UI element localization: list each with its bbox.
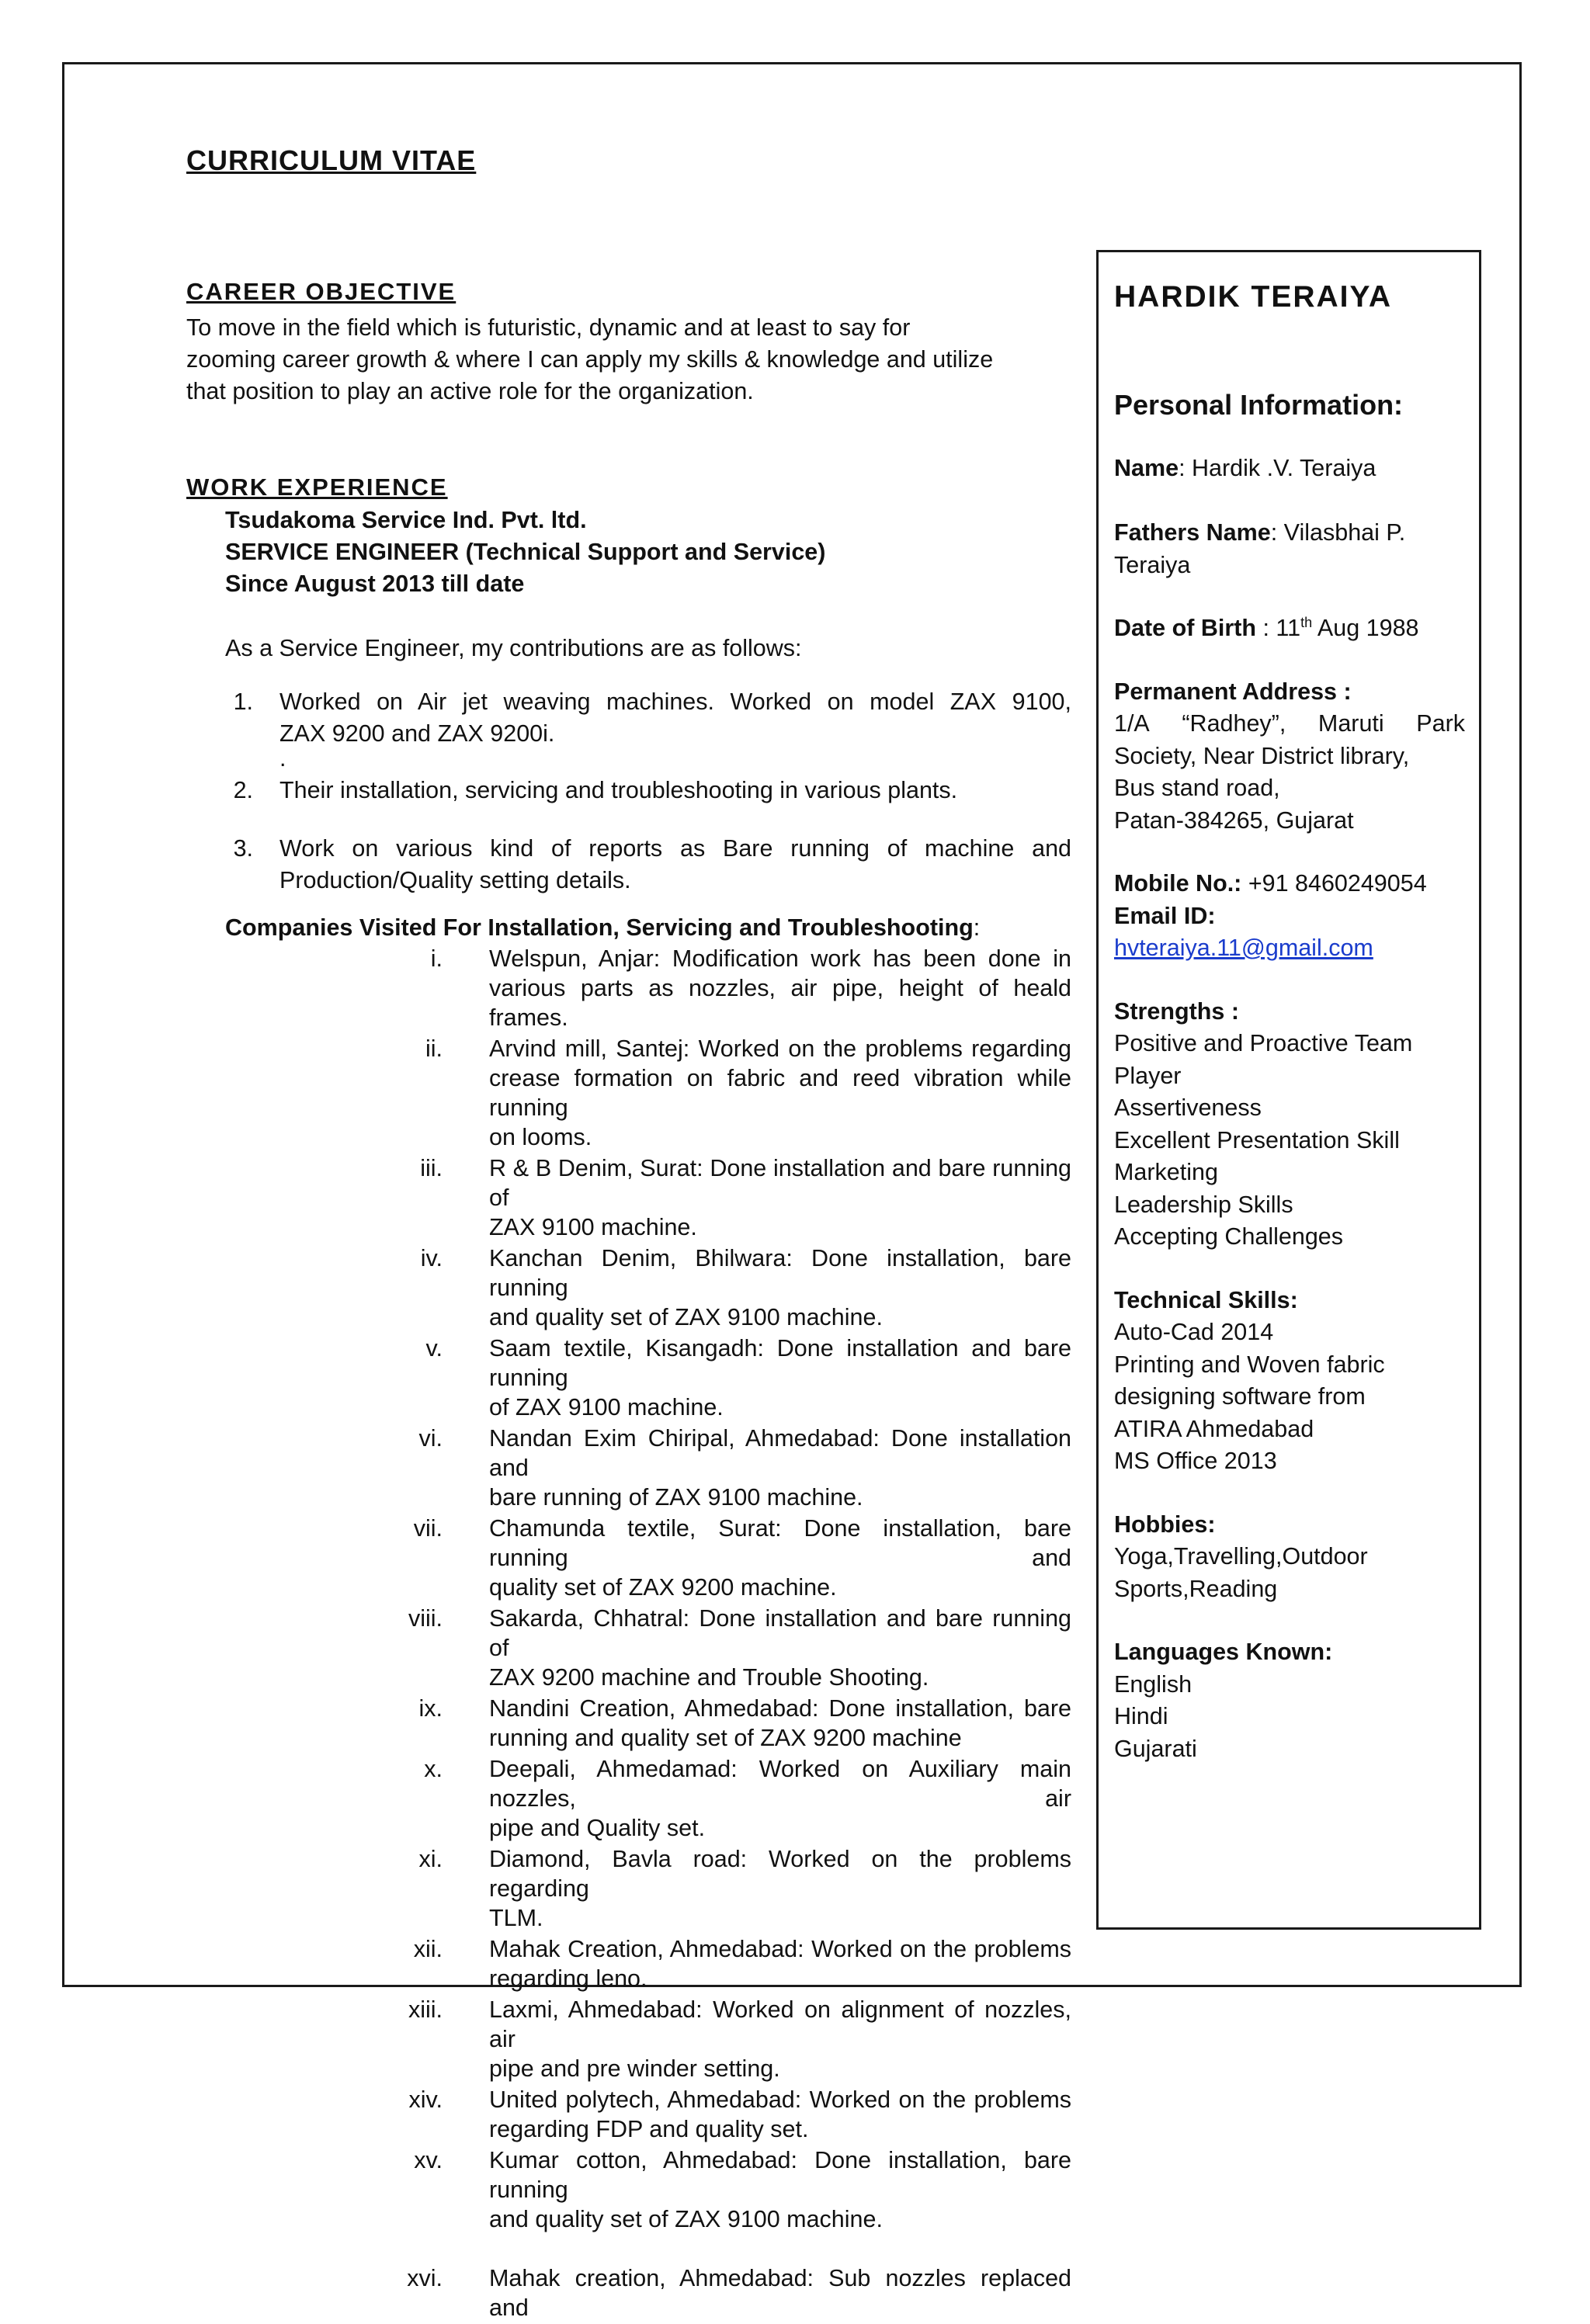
list-text-line: quality set of ZAX 9200 machine. [489, 1574, 837, 1601]
list-number: ix. [418, 1695, 443, 1722]
address-line: Society, Near District library, [1114, 742, 1410, 769]
companies-list [186, 944, 1071, 2322]
list-text-line: and quality set of ZAX 9100 machine. [489, 2206, 883, 2232]
technical-skills-section [1114, 1285, 1465, 1478]
companies-heading-text: Companies Visited For Installation, Servicing and Troubleshooting [225, 914, 974, 941]
list-text-line: Kumar cotton, Ahmedabad: Done installation, bare running [489, 2147, 1071, 2203]
address-word: 1/A [1114, 710, 1150, 737]
list-item [186, 686, 1071, 772]
strength-item: Accepting Challenges [1114, 1223, 1344, 1250]
list-item [186, 1995, 1071, 2083]
technical-skill-item: MS Office 2013 [1114, 1448, 1277, 1474]
list-item [186, 1604, 1071, 1692]
strength-item: Leadership Skills [1114, 1191, 1293, 1218]
contact-field [1114, 868, 1465, 965]
language-item: Hindi [1114, 1703, 1168, 1729]
list-number: xiii. [408, 1996, 443, 2023]
list-text-line: bare running of ZAX 9100 machine. [489, 1484, 863, 1511]
list-item [186, 1934, 1071, 1993]
mobile-label: Mobile No.: [1114, 870, 1242, 897]
strength-item: Marketing [1114, 1159, 1218, 1185]
list-text-line: various parts as nozzles, air pipe, height of heald frames. [489, 975, 1071, 1031]
companies-visited-heading [225, 912, 1071, 944]
list-text-line: ZAX 9200 machine and Trouble Shooting. [489, 1664, 929, 1691]
technical-skill-item: Auto-Cad 2014 [1114, 1319, 1274, 1345]
address-field [1114, 676, 1465, 838]
list-text [489, 1995, 1071, 2083]
list-number: vii. [413, 1515, 443, 1542]
companies-heading-colon: : [973, 914, 981, 941]
name-label: Name [1114, 454, 1179, 481]
address-line [1114, 708, 1465, 741]
address-line: Patan-384265, Gujarat [1114, 806, 1354, 834]
list-item [186, 1334, 1071, 1422]
list-text-line: Laxmi, Ahmedabad: Worked on alignment of nozzles, air [489, 1996, 1071, 2052]
address-line: Bus stand road, [1114, 775, 1280, 801]
strength-item: Player [1114, 1062, 1182, 1089]
list-text-line: ZAX 9200 and ZAX 9200i. [279, 720, 555, 747]
list-text-line: regarding FDP and quality set. [489, 2116, 809, 2142]
name-field [1114, 453, 1465, 485]
list-item [186, 2085, 1071, 2144]
list-text-line: Saam textile, Kisangadh: Done installation and bare running [489, 1335, 1071, 1391]
list-text-line: Production/Quality setting details. [279, 867, 631, 893]
list-number: iv. [420, 1245, 443, 1271]
list-number: iii. [420, 1155, 443, 1181]
objective-line: zooming career growth & where I can apply my skills & knowledge and utilize [186, 346, 994, 373]
strength-item: Excellent Presentation Skill [1114, 1126, 1400, 1153]
list-item [186, 1034, 1071, 1152]
list-text [279, 686, 1071, 772]
list-text [489, 1844, 1071, 1933]
list-item [186, 1153, 1071, 1242]
list-text-line: Deepali, Ahmedamad: Worked on Auxiliary main nozzles, air [489, 1756, 1071, 1812]
email-label: Email ID: [1114, 902, 1216, 929]
list-text-line: on looms. [489, 1124, 592, 1150]
dob-month-year: Aug 1988 [1312, 615, 1419, 641]
list-number: 2. [233, 777, 253, 803]
list-item [186, 1754, 1071, 1843]
hobbies-section [1114, 1509, 1465, 1606]
list-text-line: Mahak Creation, Ahmedabad: Worked on the problems [489, 1936, 1071, 1962]
strength-item: Assertiveness [1114, 1094, 1262, 1121]
list-item [186, 2263, 1071, 2322]
career-objective-heading: CAREER OBJECTIVE [186, 278, 457, 305]
objective-line: that position to play an active role for the organization. [186, 378, 754, 404]
list-item [186, 2145, 1071, 2234]
father-name-value: : Vilasbhai P. [1270, 519, 1406, 546]
list-number: ii. [425, 1035, 443, 1062]
hobbies-list [1114, 1541, 1465, 1605]
dob-field [1114, 612, 1465, 645]
strengths-section [1114, 996, 1465, 1254]
list-number: xi. [418, 1846, 443, 1872]
list-text [489, 1153, 1071, 1242]
list-text [489, 1424, 1071, 1512]
list-text-line: TLM. [489, 1905, 543, 1931]
list-text-line: regarding leno. [489, 1965, 647, 1992]
main-column [186, 276, 1071, 2324]
address-word: “Radhey”, [1182, 710, 1286, 737]
name-value: : Hardik .V. Teraiya [1179, 454, 1376, 481]
list-text-line: pipe and Quality set. [489, 1815, 706, 1841]
list-text-line: Worked on Air jet weaving machines. Worked on model ZAX 9100, [279, 689, 1071, 715]
address-word: Park [1416, 710, 1465, 737]
list-text [489, 1034, 1071, 1152]
list-text [489, 2145, 1071, 2234]
strengths-list [1114, 1028, 1465, 1254]
list-text-line: Sakarda, Chhatral: Done installation and bare running of [489, 1605, 1071, 1661]
language-item: English [1114, 1670, 1192, 1698]
address-label: Permanent Address : [1114, 678, 1352, 705]
list-text-line: R & B Denim, Surat: Done installation and bare running of [489, 1155, 1071, 1211]
list-text-line: Chamunda textile, Surat: Done installation, bare running and [489, 1515, 1071, 1571]
list-text-line: Welspun, Anjar: Modification work has been done in [489, 945, 1071, 972]
strengths-label: Strengths : [1114, 997, 1239, 1025]
list-text-line: ZAX 9100 machine. [489, 1214, 697, 1240]
list-text [489, 1604, 1071, 1692]
list-text [489, 944, 1071, 1032]
technical-skills-list [1114, 1316, 1465, 1478]
list-text-line: and quality set of ZAX 9100 machine. [489, 1304, 883, 1330]
document-title: CURRICULUM VITAE [186, 144, 477, 176]
languages-list [1114, 1669, 1465, 1766]
list-number: xii. [413, 1936, 443, 1962]
list-number: xiv. [408, 2086, 443, 2113]
list-text-line: pipe and pre winder setting. [489, 2055, 780, 2082]
list-text-line: crease formation on fabric and reed vibration while running [489, 1065, 1071, 1121]
list-text [279, 775, 1071, 806]
list-number: xvi. [407, 2265, 443, 2291]
list-item [186, 1244, 1071, 1332]
list-text [489, 2085, 1071, 2144]
list-item [186, 775, 1071, 806]
list-number: 1. [233, 689, 253, 715]
list-text-line: . [279, 745, 286, 772]
technical-skill-item: ATIRA Ahmedabad [1114, 1415, 1314, 1442]
strength-item: Positive and Proactive Team [1114, 1030, 1413, 1056]
list-number: x. [424, 1756, 443, 1782]
list-text-line: Nandan Exim Chiripal, Ahmedabad: Done installation and [489, 1425, 1071, 1481]
language-item: Gujarati [1114, 1735, 1197, 1762]
father-name-field [1114, 517, 1465, 581]
list-text [279, 833, 1071, 897]
list-number: vi. [418, 1425, 443, 1452]
employer-name: Tsudakoma Service Ind. Pvt. ltd. [225, 507, 587, 533]
mobile-value: +91 8460249054 [1241, 870, 1427, 897]
career-objective-text [186, 312, 1071, 408]
list-number: v. [425, 1335, 443, 1361]
list-text [489, 1754, 1071, 1843]
job-period: Since August 2013 till date [225, 571, 525, 597]
technical-skill-item: designing software from [1114, 1383, 1366, 1410]
list-number: viii. [408, 1605, 443, 1632]
personal-info-heading: Personal Information: [1114, 389, 1404, 421]
father-name-label: Fathers Name [1114, 519, 1271, 546]
address-word: Maruti [1317, 710, 1384, 737]
work-experience-heading: WORK EXPERIENCE [186, 473, 448, 501]
list-text [489, 1244, 1071, 1332]
list-item [186, 833, 1071, 897]
objective-line: To move in the field which is futuristic, dynamic and at least to say for [186, 314, 911, 341]
list-text-line: United polytech, Ahmedabad: Worked on the problems [489, 2086, 1071, 2113]
technical-skills-label: Technical Skills: [1114, 1286, 1298, 1313]
father-name-value-cont: Teraiya [1114, 551, 1191, 578]
dob-day: : 11 [1256, 615, 1301, 641]
languages-section [1114, 1636, 1465, 1765]
list-item [186, 1694, 1071, 1753]
technical-skill-item: Printing and Woven fabric [1114, 1351, 1385, 1378]
list-item [186, 1424, 1071, 1512]
list-text-line: Mahak creation, Ahmedabad: Sub nozzles replaced and [489, 2265, 1071, 2321]
personal-info-sidebar [1096, 250, 1481, 1930]
hobby-item: Yoga,Travelling,Outdoor [1114, 1543, 1368, 1570]
list-number: 3. [233, 835, 253, 862]
list-text-line: Kanchan Denim, Bhilwara: Done installation, bare running [489, 1245, 1071, 1301]
job-role: SERVICE ENGINEER (Technical Support and Service) [225, 539, 826, 565]
contributions-intro: As a Service Engineer, my contributions are as follows: [225, 635, 802, 661]
list-item [186, 1514, 1071, 1602]
dob-label: Date of Birth [1114, 615, 1256, 641]
list-text-line: Their installation, servicing and troubleshooting in various plants. [279, 777, 958, 803]
list-text [489, 1694, 1071, 1753]
list-text-line: Nandini Creation, Ahmedabad: Done installation, bare [489, 1695, 1071, 1722]
list-text-line: Diamond, Bavla road: Worked on the problems regarding [489, 1846, 1071, 1902]
list-text-line: Work on various kind of reports as Bare running of machine and [279, 835, 1071, 862]
list-text-line: of ZAX 9100 machine. [489, 1394, 724, 1420]
hobby-item: Sports,Reading [1114, 1575, 1278, 1602]
languages-label: Languages Known: [1114, 1639, 1333, 1665]
candidate-name: HARDIK TERAIYA [1114, 280, 1393, 314]
list-number: i. [430, 945, 443, 972]
list-text [489, 1334, 1071, 1422]
list-text [489, 2263, 1071, 2322]
hobbies-label: Hobbies: [1114, 1511, 1216, 1538]
dob-suffix: th [1300, 614, 1313, 630]
list-text-line: running and quality set of ZAX 9200 machine [489, 1725, 962, 1751]
list-text [489, 1934, 1071, 1993]
list-item [186, 1844, 1071, 1933]
list-text-line: Arvind mill, Santej: Worked on the problems regarding [489, 1035, 1071, 1062]
list-number: xv. [414, 2147, 443, 2173]
contributions-list [186, 686, 1071, 897]
list-item [186, 944, 1071, 1032]
list-text [489, 1514, 1071, 1602]
email-link[interactable]: hvteraiya.11@gmail.com [1114, 935, 1373, 961]
